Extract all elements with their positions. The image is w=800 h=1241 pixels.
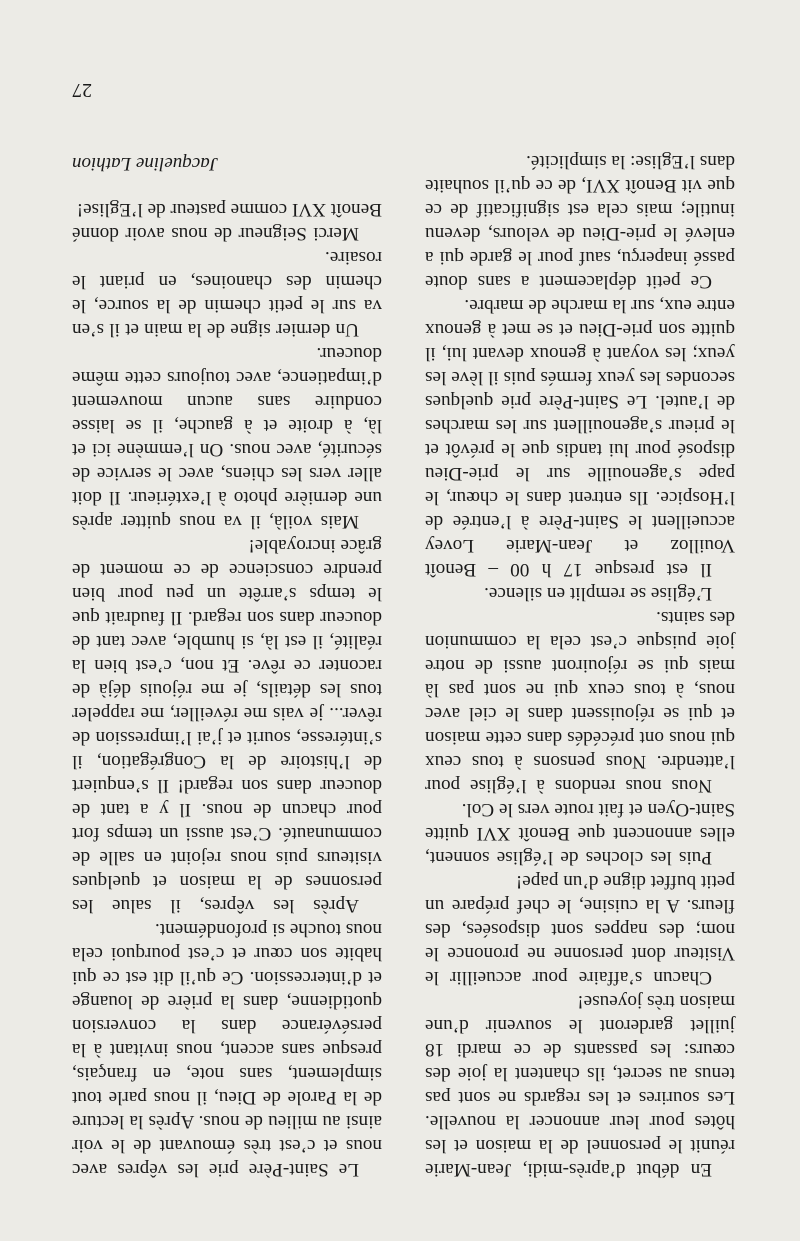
paragraph: Ce petit déplacement a sans doute passé inaperçu, sauf pour le garde qui a enlevé le prie-Dieu de velours, devenu inutile; mais cela est significatif de ce que vit Benoît XVI, de ce qu’il souhaite dans l’Eglise: la simplicité. [425, 151, 735, 292]
paragraph: Un dernier signe de la main et il s’en va sur le petit chemin de la source, le chemin des chanoines, en priant le rosaire. [72, 247, 382, 340]
paragraph: Le Saint-Père prie les vêpres avec nous et c’est très émouvant de le voir ainsi au milieu de nous. Après la lecture de la Parole de Dieu, il nous parle tout simplement, sans note, en français, presque sans accent, nous invitant à la persévérance dans la conversion quotidienne, dans la prière de louange et d’intercession. Ce qu’il dit est ce qui habite son cœur et c’est pourquoi cela nous touche si profondément. [72, 919, 382, 1180]
paragraph: Il est presque 17 h 00 – Benoît Vouilloz et Jean-Marie Lovey accueillent le Saint-Père à l’entrée de l’Hospice. Ils entrent dans le chœur, le pape s’agenouille sur le prie-Dieu disposé pour lui tandis que le prévôt et le prieur s’agenouillent sur les marches de l’autel. Le Saint-Père prie quelques secondes les yeux fermés puis il lève les yeux; les voyant à genoux devant lui, il quitte son prie-Dieu et se met à genoux entre eux, sur la marche de marbre. [425, 295, 735, 580]
paragraph: Merci Seigneur de nous avoir donné Benoît XVI comme pasteur de l’Eglise! [72, 199, 382, 244]
paragraph: Chacun s’affaire pour accueillir le Visiteur dont personne ne prononce le nom; des nappes sont disposées, des fleurs. A la cuisine, le chef prépare un petit buffet digne d’un pape! [425, 871, 735, 988]
right-column [72, 151, 382, 1181]
author-signature: Jacqueline Lathion [72, 153, 219, 174]
paragraph: En début d’après-midi, Jean-Marie réunit le personnel de la maison et les hôtes pour leur annoncer la nouvelle. Les sourires et les regards ne sont pas tenus au secret, ils chantent la joie des cœurs: les passants de ce mardi 18 juillet garderont le souvenir d’une maison très joyeuse! [425, 991, 735, 1180]
left-column [425, 149, 735, 1181]
page-number: 27 [72, 79, 92, 101]
paragraph: L’église se remplit en silence. [484, 583, 712, 604]
paragraph: Après les vêpres, il salue les personnes de la maison et quelques visiteurs puis nous rejoint en salle de communauté. C’est aussi un temps fort pour chacun de nous. Il y a tant de douceur dans son regard! Il s’enquiert de l’histoire de la Congrégation, il s’intéresse, sourit et j’ai l’impression de rêver... je vais me réveiller, me rappeler tous les détails, je me réjouis déjà de raconter ce rêve. Et non, c’est bien la réalité, il est là, si humble, avec tant de douceur dans son regard. Il faudrait que le temps s’arrête un peu pour bien prendre conscience de ce moment de grâce incroyable! [72, 535, 382, 916]
paragraph: Puis les cloches de l’église sonnent, elles annoncent que Benoît XVI quitte Saint-Oyen et fait route vers le Col. [425, 799, 735, 868]
paragraph: Mais voilà, il va nous quitter après une dernière photo à l’extérieur. Il doit aller vers les chiens, avec le service de sécurité, avec nous. On l’emmène ici et là, à droite et à gauche, il se laisse conduire sans aucun mouvement d’impatience, avec toujours cette même douceur. [72, 343, 382, 532]
paragraph: Nous nous rendons à l’église pour l’attendre. Nous pensons à tous ceux qui nous ont précédés dans cette maison et qui se réjouissent dans le ciel avec nous, à tous ceux qui ne sont pas là mais qui se réjouiront aussi de notre joie puisque c’est cela la communion des saints. [425, 607, 735, 796]
